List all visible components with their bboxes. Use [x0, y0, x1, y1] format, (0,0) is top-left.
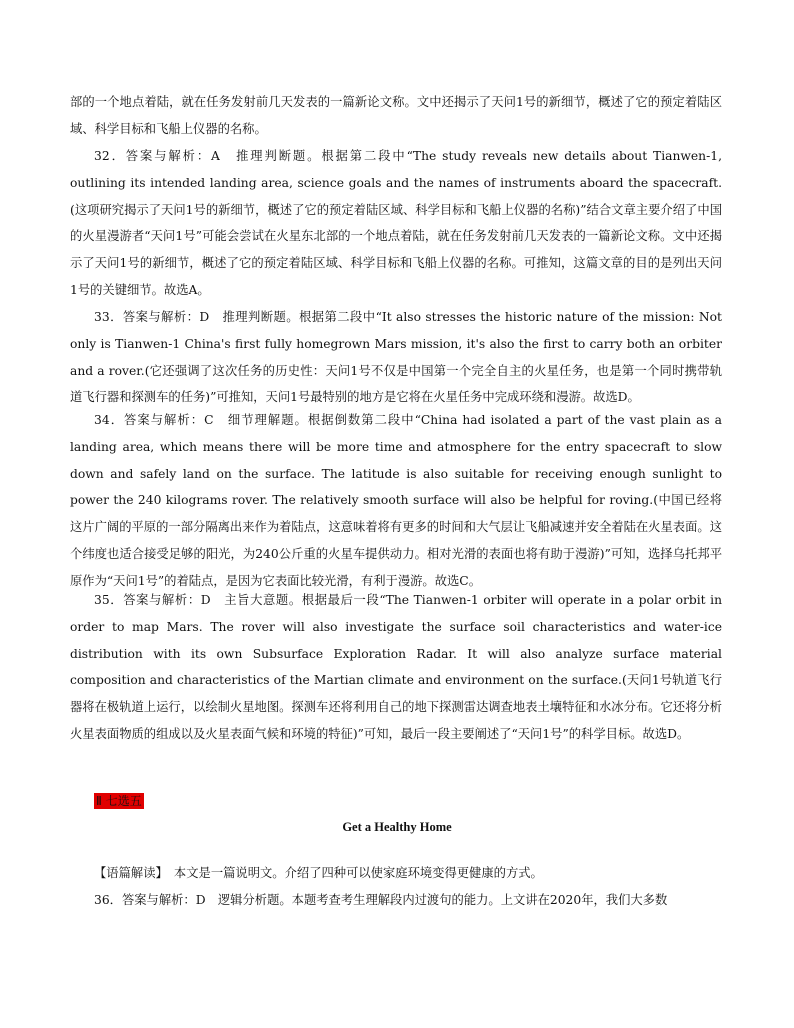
section-tag: Ⅱ 七选五: [96, 794, 142, 808]
answer-36: 36．答案与解析：D 逻辑分析题。本题考查考生理解段内过渡句的能力。上文讲在2020年，我们大多数: [94, 893, 668, 907]
paragraph-continued: 部的一个地点着陆，就在任务发射前几天发表的一篇新论文称。文中还揭示了天问1号的新细节，概述了它的预定着陆区域、科学目标和飞船上仪器的名称。: [70, 95, 722, 136]
answer-33: 33．答案与解析：D 推理判断题。根据第二段中“It also stresses the historic nature of the mission: Not only is Tianwen-1 China's first fully homegrown Mars mission, it's also the first to carry both an orbiter and a rover.(它还强调了这次任务的历史性：天问1号不仅是中国第一个完全自主的火星任务，也是第一个同时携带轨道飞行器和探测车的任务)”可推知，天问1号最特别的地方是它将在火星任务中完成环绕和漫游。故选D。: [70, 310, 722, 405]
answer-35: 35．答案与解析：D 主旨大意题。根据最后一段“The Tianwen-1 orbiter will operate in a polar orbit in order to map Mars. The rover will also investigate the surface soil characteristics and water-ice distribution with its own Subsurface Exploration Radar. It will also analyze surface material composition and characteristics of the Martian climate and environment on the surface.(天问1号轨道飞行器将在极轨道上运行，以绘制火星地图。探测车还将利用自己的地下探测雷达调查地表土壤特征和水冰分布。它还将分析火星表面物质的组成以及火星表面气候和环境的特征)”可知，最后一段主要阐述了“天问1号”的科学目标。故选D。: [70, 593, 722, 741]
answer-32: 32．答案与解析：A 推理判断题。根据第二段中“The study reveals new details about Tianwen-1, outlining its intended landing area, science goals and the names of instruments aboard the spacecraft.(这项研究揭示了天问1号的新细节，概述了它的预定着陆区域、科学目标和飞船上仪器的名称)”结合文章主要介绍了中国的火星漫游者“天问1号”可能会尝试在火星东北部的一个地点着陆，就在任务发射前几天发表的一篇新论文称。文中还揭示了天问1号的新细节，概述了它的预定着陆区域、科学目标和飞船上仪器的名称。可推知，这篇文章的目的是列出天问1号的关键细节。故选A。: [70, 149, 722, 297]
passage-title: Get a Healthy Home: [342, 820, 452, 834]
answer-34: 34．答案与解析：C 细节理解题。根据倒数第二段中“China had isolated a part of the vast plain as a landing area, which means there will be more time and atmosphere for the entry spacecraft to slow down and safely land on the surface. The latitude is also suitable for receiving enough sunlight to power the 240 kilograms rover. The relatively smooth surface will also be helpful for roving.(中国已经将这片广阔的平原的一部分隔离出来作为着陆点，这意味着将有更多的时间和大气层让飞船减速并安全着陆在火星表面。这个纬度也适合接受足够的阳光，为240公斤重的火星车提供动力。相对光滑的表面也将有助于漫游)”可知，选择乌托邦平原作为“天问1号”的着陆点，是因为它表面比较光滑，有利于漫游。故选C。: [70, 413, 722, 588]
passage-intro: 【语篇解读】 本文是一篇说明文。介绍了四种可以使家庭环境变得更健康的方式。: [94, 866, 543, 880]
